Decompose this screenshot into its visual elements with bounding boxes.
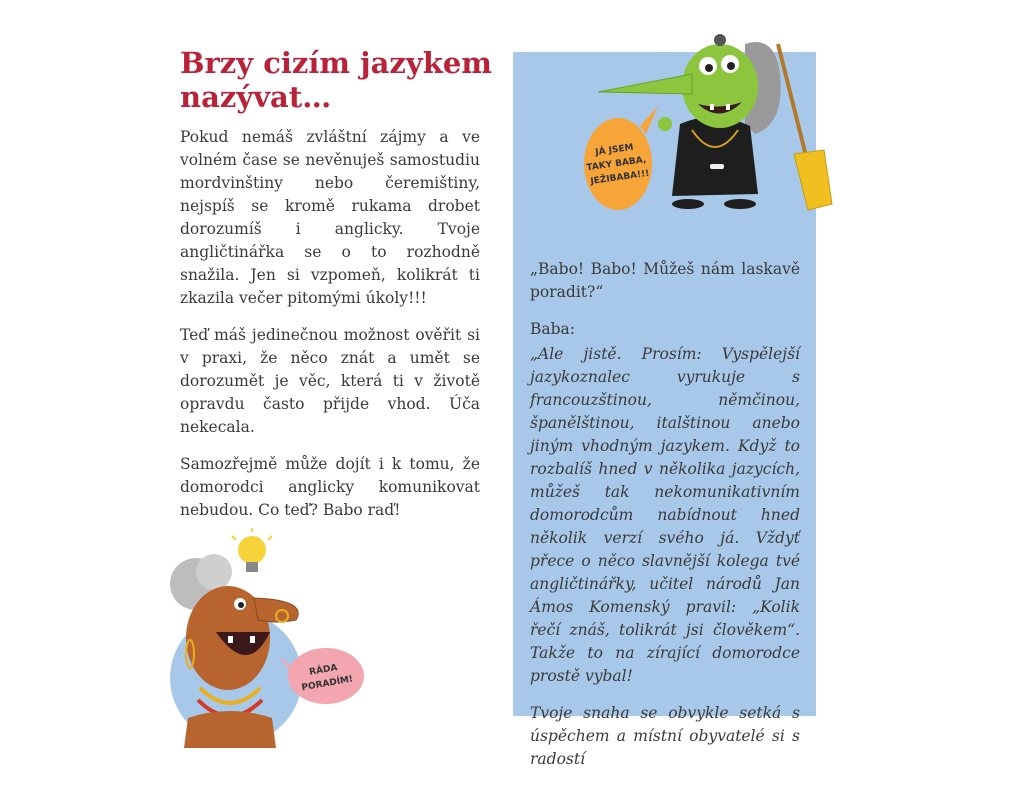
- speaker-label: Baba:: [530, 320, 576, 338]
- baba-bubble-line-2: PORADÍM!: [300, 674, 354, 694]
- witch-bubble-line-3: JEŽIBABA!!!: [589, 168, 651, 187]
- left-column: [180, 126, 480, 536]
- witch-bubble-line-2: TAKY BABA,: [585, 155, 647, 174]
- paragraph-3: Samozřejmě může dojít i k tomu, že domorodci anglicky komunikovat nebudou. Co teď? Babo raď!: [180, 455, 480, 519]
- question-text: „Babo! Babo! Můžeš nám laskavě poradit?“: [530, 260, 800, 301]
- panel-text: [530, 258, 800, 785]
- paragraph-1: Pokud nemáš zvláštní zájmy a ve volném čase se nevěnuješ samostudiu mordvinštiny nebo čeremištiny, nejspíš se kromě rukama drobet dorozumíš i anglicky. Tvoje angličtinářka se o to rozhodně snažila. Jen si vzpomeň, kolikrát ti zkazila večer pitomými úkoly!!!: [180, 128, 480, 307]
- answer-paragraph-1: „Ale jistě. Prosím: Vyspělejší jazykoznalec vyrukuje s francouzštinou, němčinou, španělštinou, italštinou anebo jiným vhodným jazykem. Když to rozbalíš hned v několika jazycích, můžeš tak nekomunikativním domorodcům nabídnout hned několik verzí svého já. Vždyť přece o něco slavnější kolega tvé angličtinářky, učitel národů Jan Ámos Komenský pravil: „Kolik řečí znáš, tolikrát jsi člověkem“. Takže to na zírající domorodce prostě vybal!: [530, 345, 800, 685]
- answer-paragraph-2: Tvoje snaha se obvykle setká s úspěchem a místní obyvatelé si s radostí: [530, 704, 800, 768]
- page-title: Brzy cizím jazykem nazývat…: [180, 46, 492, 114]
- witch-illustration: [580, 14, 840, 226]
- baba-illustration: [158, 528, 368, 748]
- baba-bubble-line-1: RÁDA: [308, 662, 339, 678]
- paragraph-2: Teď máš jedinečnou možnost ověřit si v praxi, že něco znát a umět se dorozumět je věc, která ti v životě opravdu často přijde vhod. Úča nekecala.: [180, 326, 480, 436]
- witch-bubble-line-1: JÁ JSEM: [594, 142, 635, 158]
